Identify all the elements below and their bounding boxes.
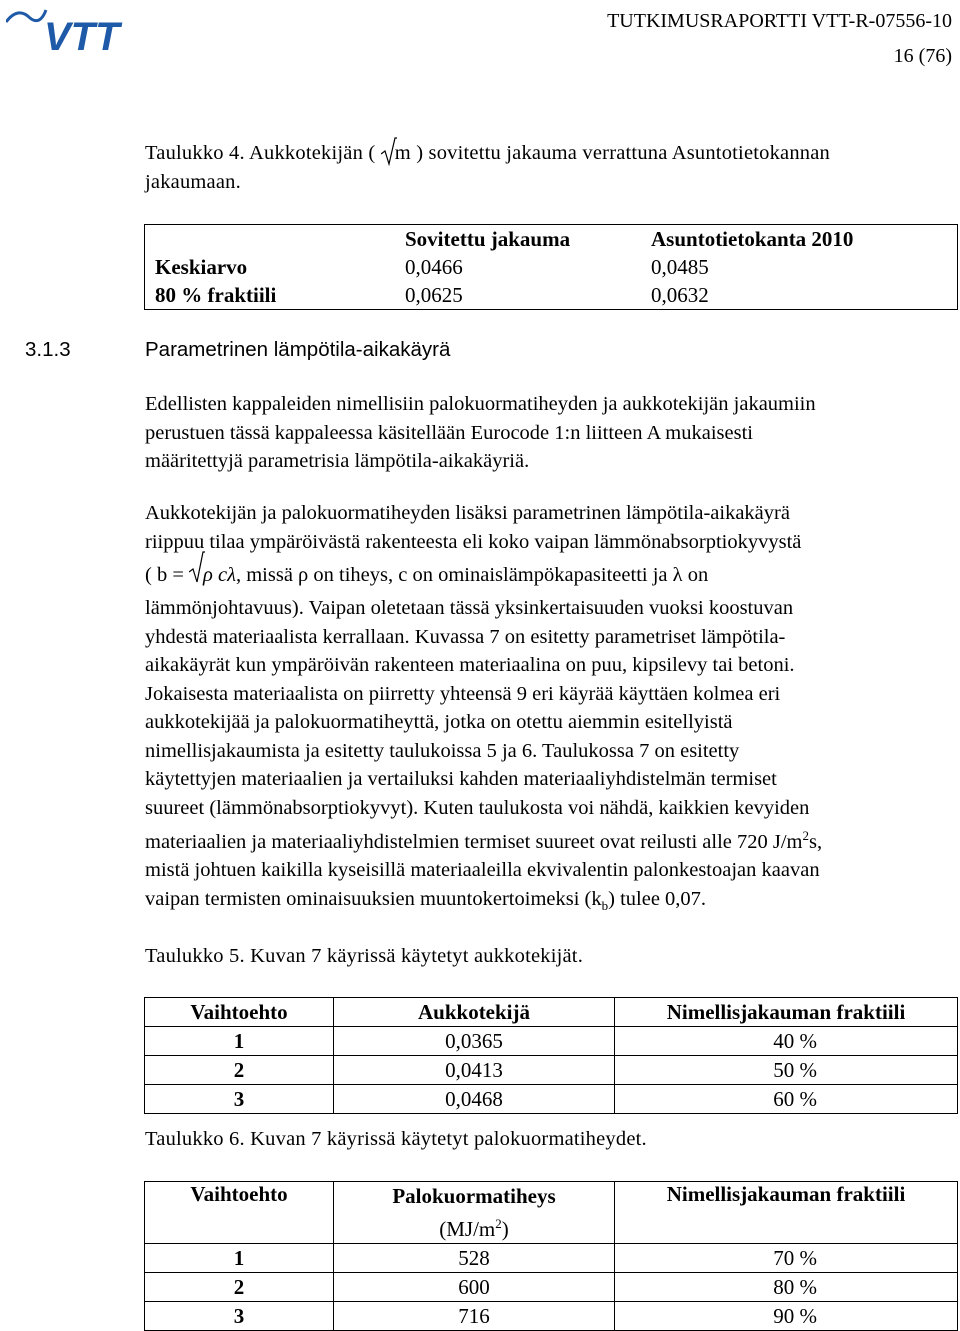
table-cell: 0,0365	[334, 1027, 615, 1056]
table-header-row	[145, 998, 958, 1027]
table-cell: 0,0632	[641, 281, 958, 310]
header-cell: Aukkotekijä	[334, 998, 615, 1027]
table-cell: 70 %	[615, 1244, 958, 1273]
table-cell: 0,0466	[405, 254, 463, 279]
section-number: 3.1.3	[25, 338, 71, 361]
paragraph-2: Aukkotekijän ja palokuormatiheyden lisäksi parametrinen lämpötila-aikakäyrä riippuu tilaa ympäröivästä rakenteesta eli koko vaipan lämmönabsorptiokyvystä ( b = ρ cλ, missä ρ on tiheys, c on ominaislämpökapasiteetti ja λ on lämmönjohtavuus). Vaipan oletetaan tässä yksinkertaisuuden vuoksi koostuvan yhdestä materiaalista kerrallaan. Kuvassa 7 on esitetty parametriset lämpötila- aikakäyrät kun ympäröivän rakenteen materiaalina on puu, kipsilevy tai betoni. Jokaisesta materiaalista on piirretty yhteensä 9 eri käyrää käyttäen kolmea eri aukkotekijää ja palokuormatiheyttä, jotka on otettu aiemmin esitellyistä nimellisjakaumista ja esitetty taulukoissa 5 ja 6. Taulukossa 7 on esitetty käytettyjen materiaalien ja vertailuksi kahden materiaaliyhdistelmän termiset suureet (lämmönabsorptiokyvyt). Kuten taulukosta voi nähdä, kaikkien kevyiden materiaalien ja materiaaliyhdistelmien termiset suureet ovat reilusti alle 720 $J/m^2s$, mistä johtuen kaikilla kyseisillä materiaaleilla ekvivalentin palonkestoajan kaavan vaipan termisten ominaisuuksien muuntokertoimeksi $(k_b)$ tulee 0,07.	[145, 499, 955, 920]
report-number: TUTKIMUSRAPORTTI VTT-R-07556-10	[607, 10, 952, 32]
table-cell: 600	[334, 1273, 615, 1302]
sqrt-symbol: m	[381, 142, 411, 165]
table-cell: 60 %	[615, 1085, 958, 1114]
table-6	[144, 1181, 958, 1331]
row-label: 2	[145, 1273, 334, 1302]
formula: ( b =	[145, 564, 184, 586]
table-row	[145, 1273, 958, 1302]
table-row	[145, 1056, 958, 1085]
table-row	[145, 281, 958, 310]
table-header-row	[145, 1182, 958, 1244]
table-4	[144, 224, 958, 310]
formula-line: ( b = ρ cλ, missä ρ on tiheys, c on ominaislämpökapasiteetti ja λ on	[145, 556, 955, 594]
table-cell: 80 %	[615, 1273, 958, 1302]
row-label: 3	[145, 1302, 334, 1331]
row-label: Keskiarvo	[145, 253, 396, 281]
sqrt-symbol: ρ cλ	[189, 556, 236, 594]
paragraph-1: Edellisten kappaleiden nimellisiin palokuormatiheyden ja aukkotekijän jakaumiin perustuen tässä kappaleessa käsitellään Eurocode 1:n liitteen A mukaisesti määritettyjä parametrisia lämpötila-aikakäyriä.	[145, 393, 816, 472]
header-cell: Asuntotietokanta 2010	[641, 225, 958, 254]
table-cell: 0,0413	[334, 1056, 615, 1085]
table-row	[145, 1244, 958, 1273]
table4-caption: Taulukko 4. Aukkotekijän ( m ) sovitettu jakauma verrattuna Asuntotietokannan	[145, 142, 830, 165]
row-label: 2	[145, 1056, 334, 1085]
table-cell: 716	[334, 1302, 615, 1331]
table-row	[145, 1027, 958, 1056]
header-cell: Nimellisjakauman fraktiili	[615, 1182, 958, 1244]
logo-text: VTT	[44, 15, 120, 54]
row-label: 1	[145, 1244, 334, 1273]
table-cell: 50 %	[615, 1056, 958, 1085]
header-cell: Vaihtoehto	[145, 998, 334, 1027]
header-cell: Palokuormatiheys $(MJ/m^2)$	[334, 1182, 615, 1244]
header-cell: Nimellisjakauman fraktiili	[615, 998, 958, 1027]
row-label: 1	[145, 1027, 334, 1056]
table-row	[145, 1085, 958, 1114]
page-number: 16 (76)	[893, 45, 952, 67]
table-row	[145, 1302, 958, 1331]
table-row	[145, 253, 958, 281]
row-label: 80 % fraktiili	[145, 281, 396, 310]
table-cell: 0,0625	[395, 281, 641, 310]
table6-caption: Taulukko 6. Kuvan 7 käyrissä käytetyt palokuormatiheydet.	[145, 1128, 647, 1150]
row-label: 3	[145, 1085, 334, 1114]
table-cell: 0,0485	[641, 253, 958, 281]
table-cell: 90 %	[615, 1302, 958, 1331]
table-cell: 528	[334, 1244, 615, 1273]
table-5	[144, 997, 958, 1114]
table5-caption: Taulukko 5. Kuvan 7 käyrissä käytetyt aukkotekijät.	[145, 945, 584, 967]
table-header-row	[145, 225, 958, 254]
table-cell: 40 %	[615, 1027, 958, 1056]
table4-caption-line2: jakaumaan.	[145, 171, 241, 193]
header-cell: Sovitettu jakauma	[395, 225, 641, 254]
header-cell	[145, 225, 396, 254]
vtt-logo	[6, 2, 158, 54]
table-cell: 0,0468	[334, 1085, 615, 1114]
header-cell: Vaihtoehto	[145, 1182, 334, 1244]
section-heading	[25, 338, 450, 362]
section-title: Parametrinen lämpötila-aikakäyrä	[145, 338, 451, 361]
